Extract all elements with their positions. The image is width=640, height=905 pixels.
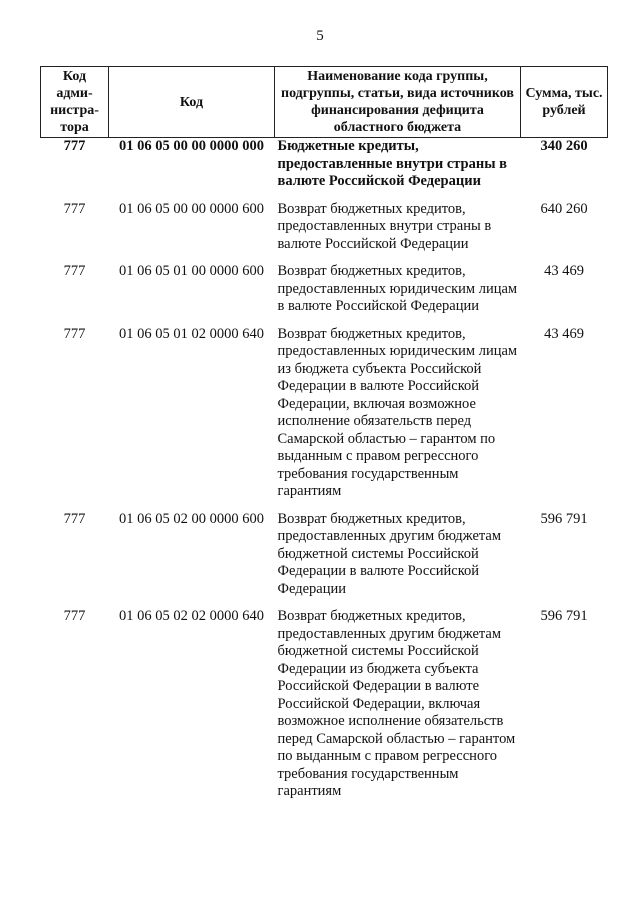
cell-code: 01 06 05 02 02 0000 640 — [119, 608, 264, 624]
cell-name: Бюджетные кредиты, предоставленные внутри страны в валюте Российской Федерации — [277, 138, 507, 189]
cell-code: 01 06 05 01 02 0000 640 — [119, 325, 264, 342]
table-row — [41, 322, 608, 507]
cell-code: 01 06 05 02 00 0000 600 — [119, 510, 264, 527]
table-row — [41, 138, 608, 197]
page-number: 5 — [316, 28, 324, 44]
cell-admin: 777 — [63, 325, 86, 342]
cell-code: 01 06 05 01 00 0000 600 — [119, 263, 264, 279]
cell-name: Возврат бюджетных кредитов, предоставленных юридическим лицам из бюджета субъекта Российской Федерации в валюте Российской Федерации, включая возможное исполнение обязательств перед Самарской областью – гарантом по выданным с правом регрессного требования государственным гарантиям — [277, 325, 518, 499]
cell-admin: 777 — [63, 138, 86, 154]
table-row — [41, 604, 608, 807]
cell-admin: 777 — [63, 608, 86, 624]
table-body — [41, 138, 608, 807]
header-admin-code: Код адми-нистра-тора — [41, 67, 109, 138]
cell-sum: 43 469 — [544, 325, 584, 342]
cell-name: Возврат бюджетных кредитов, предоставленных юридическим лицам в валюте Российской Федерации — [277, 263, 518, 314]
cell-sum: 43 469 — [544, 263, 584, 279]
budget-sources-table — [40, 66, 608, 807]
table-row — [41, 197, 608, 260]
cell-admin: 777 — [63, 263, 86, 279]
cell-sum: 596 791 — [540, 510, 588, 527]
cell-code: 01 06 05 00 00 0000 600 — [119, 200, 264, 217]
header-row — [41, 67, 608, 138]
cell-admin: 777 — [63, 510, 86, 527]
table-row — [41, 507, 608, 605]
table-row — [41, 259, 608, 322]
cell-code: 01 06 05 00 00 0000 000 — [119, 138, 264, 154]
cell-sum: 640 260 — [540, 200, 588, 217]
cell-sum: 340 260 — [540, 138, 588, 154]
cell-name: Возврат бюджетных кредитов, предоставленных другим бюджетам бюджетной системы Российской Федерации в валюте Российской Федерации — [277, 510, 502, 597]
header-name: Наименование кода группы, подгруппы, статьи, вида источников финансирования дефицита областного бюджета — [275, 67, 521, 138]
cell-sum: 596 791 — [540, 608, 588, 624]
header-sum: Сумма, тыс. рублей — [521, 67, 608, 138]
header-code: Код — [109, 67, 275, 138]
cell-name: Возврат бюджетных кредитов, предоставленных другим бюджетам бюджетной системы Российской Федерации из бюджета субъекта Российской Федерации в валюте Российской Федерации, включая возможное исполнение обязательств перед Самарской областью – гарантом по выданным с правом регрессного требования государственным гарантиям — [277, 608, 516, 799]
table-header — [41, 67, 608, 138]
cell-name: Возврат бюджетных кредитов, предоставленных внутри страны в валюте Российской Федерации — [277, 200, 492, 252]
cell-admin: 777 — [63, 200, 86, 217]
